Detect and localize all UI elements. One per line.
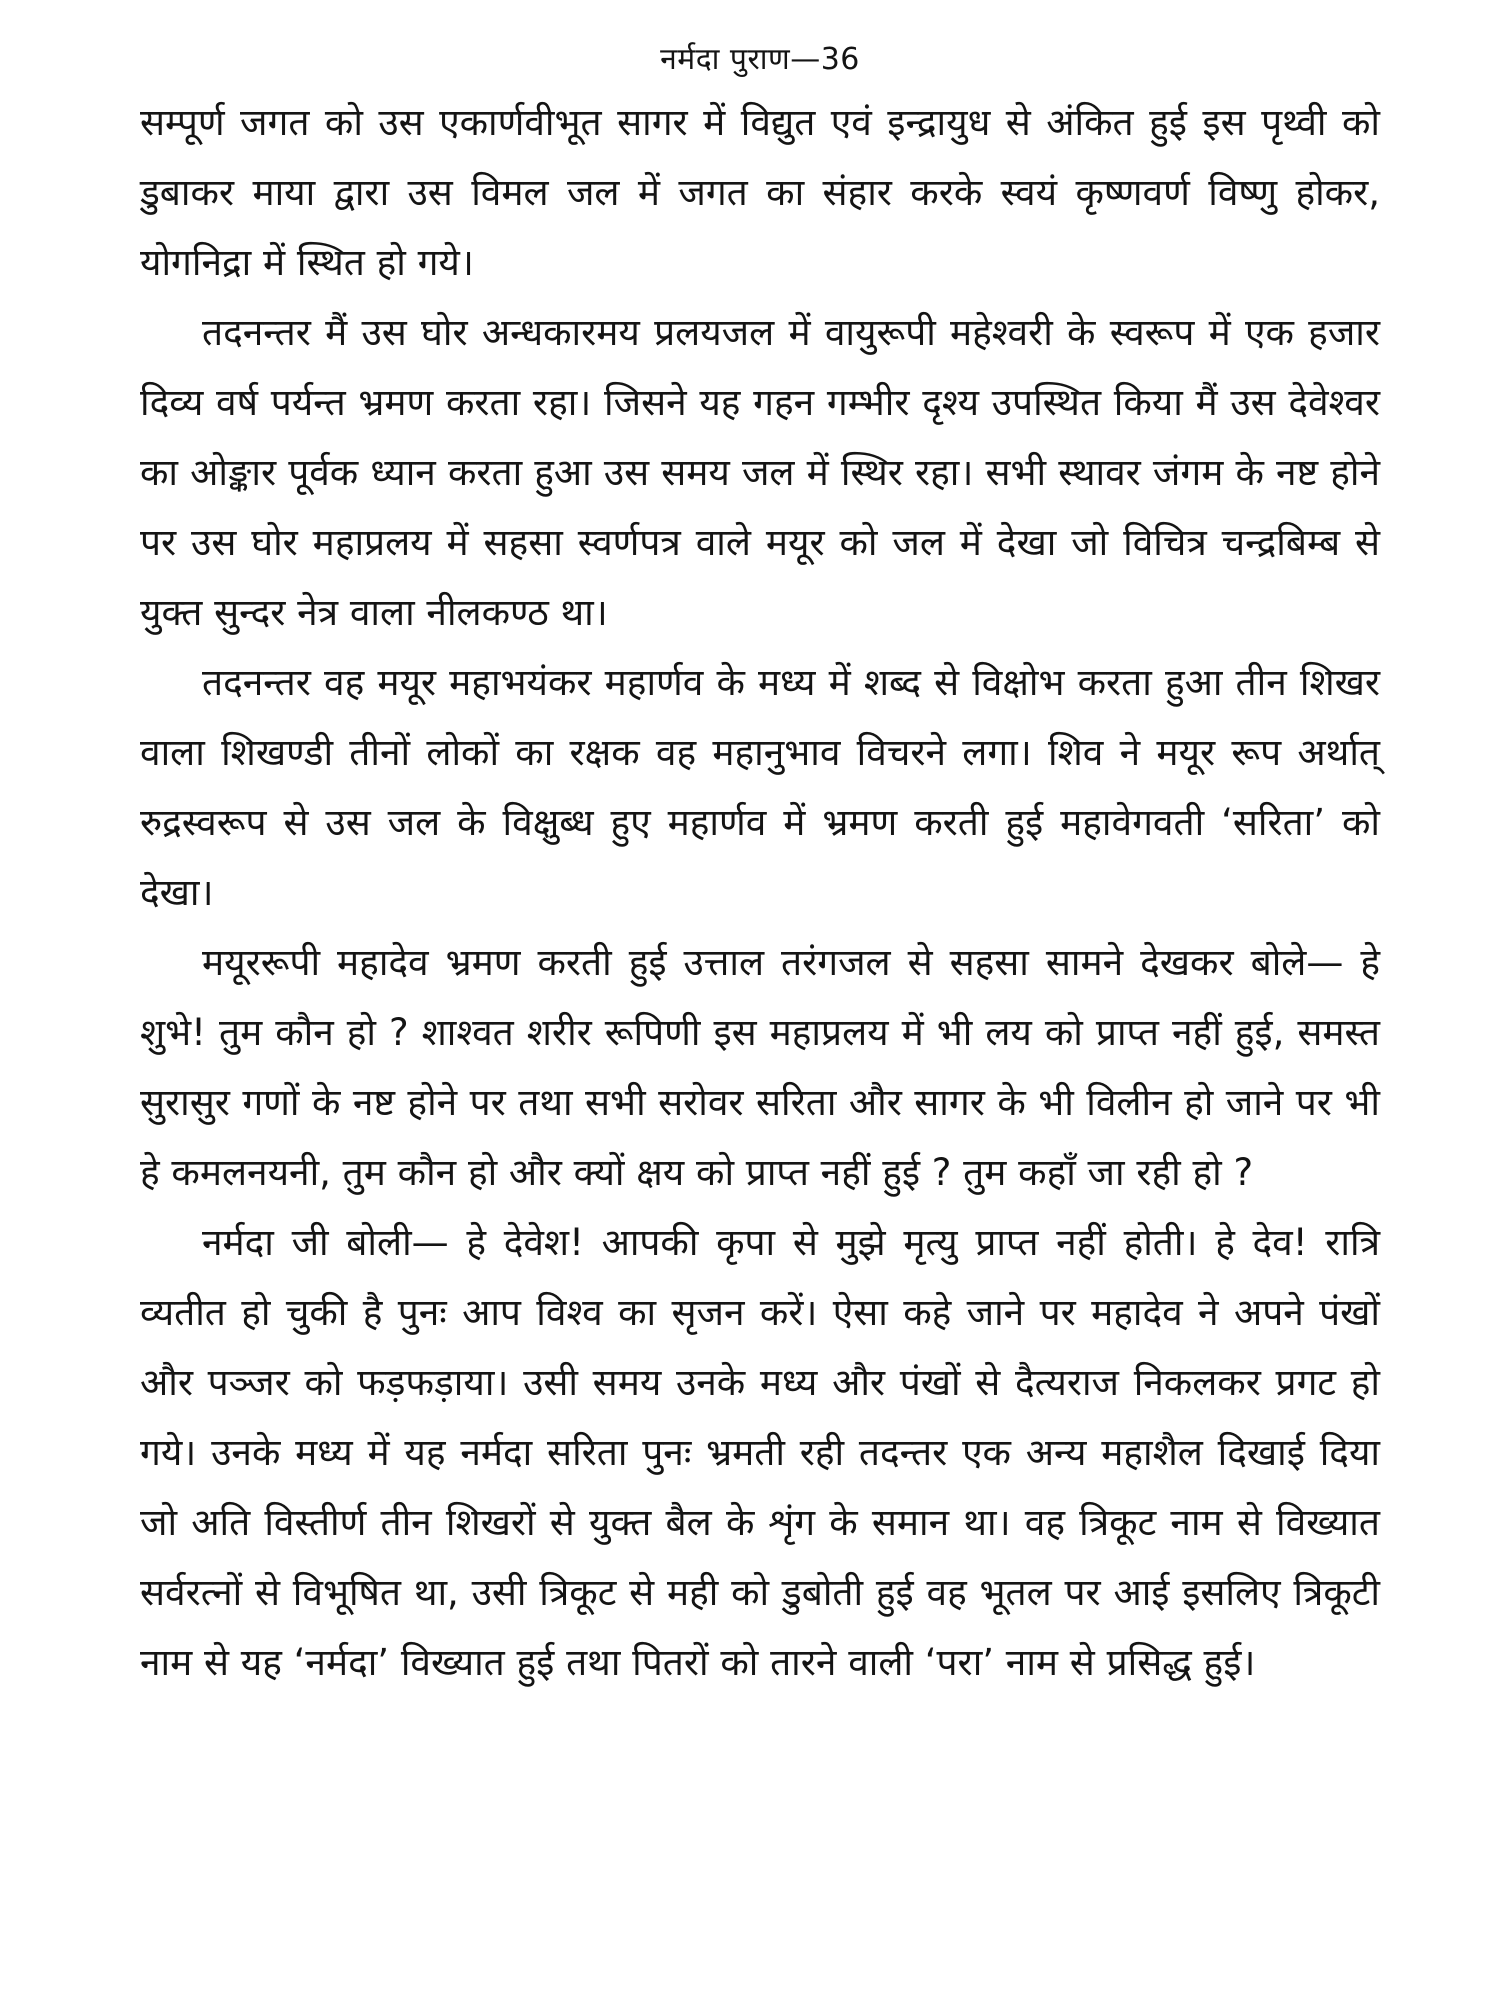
paragraph-1: सम्पूर्ण जगत को उस एकार्णवीभूत सागर में विद्युत एवं इन्द्रायुध से अंकित हुई इस पृथ्वी को डुबाकर माया द्वारा उस विमल जल में जगत का संहार करके स्वयं कृष्णवर्ण विष्णु होकर, योगनिद्रा में स्थित हो गये। <box>140 101 1380 284</box>
book-page <box>140 40 1380 1980</box>
running-head: नर्मदा पुराण—36 <box>660 42 860 77</box>
paragraph-2: तदनन्तर मैं उस घोर अन्धकारमय प्रलयजल में वायुरूपी महेश्वरी के स्वरूप में एक हजार दिव्य वर्ष पर्यन्त भ्रमण करता रहा। जिसने यह गहन गम्भीर दृश्य उपस्थित किया मैं उस देवेश्वर का ओङ्कार पूर्वक ध्यान करता हुआ उस समय जल में स्थिर रहा। सभी स्थावर जंगम के नष्ट होने पर उस घोर महाप्रलय में सहसा स्वर्णपत्र वाले मयूर को जल में देखा जो विचित्र चन्द्रबिम्ब से युक्त सुन्दर नेत्र वाला नीलकण्ठ था। <box>140 311 1380 634</box>
paragraph-4: मयूररूपी महादेव भ्रमण करती हुई उत्ताल तरंगजल से सहसा सामने देखकर बोले— हे शुभे! तुम कौन हो ? शाश्वत शरीर रूपिणी इस महाप्रलय में भी लय को प्राप्त नहीं हुई, समस्त सुरासुर गणों के नष्ट होने पर तथा सभी सरोवर सरिता और सागर के भी विलीन हो जाने पर भी हे कमलनयनी, तुम कौन हो और क्यों क्षय को प्राप्त नहीं हुई ? तुम कहाँ जा रही हो ? <box>140 941 1380 1194</box>
paragraph-5: नर्मदा जी बोली— हे देवेश! आपकी कृपा से मुझे मृत्यु प्राप्त नहीं होती। हे देव! रात्रि व्यतीत हो चुकी है पुनः आप विश्व का सृजन करें। ऐसा कहे जाने पर महादेव ने अपने पंखों और पञ्जर को फड़फड़ाया। उसी समय उनके मध्य और पंखों से दैत्यराज निकलकर प्रगट हो गये। उनके मध्य में यह नर्मदा सरिता पुनः भ्रमती रही तदन्तर एक अन्य महाशैल दिखाई दिया जो अति विस्तीर्ण तीन शिखरों से युक्त बैल के शृंग के समान था। वह त्रिकूट नाम से विख्यात सर्वरत्नों से विभूषित था, उसी त्रिकूट से मही को डुबोती हुई वह भूतल पर आई इसलिए त्रिकूटी नाम से यह ‘नर्मदा’ विख्यात हुई तथा पितरों को तारने वाली ‘परा’ नाम से प्रसिद्ध हुई। <box>140 1221 1380 1684</box>
paragraph-3: तदनन्तर वह मयूर महाभयंकर महार्णव के मध्य में शब्द से विक्षोभ करता हुआ तीन शिखर वाला शिखण्डी तीनों लोकों का रक्षक वह महानुभाव विचरने लगा। शिव ने मयूर रूप अर्थात् रुद्रस्वरूप से उस जल के विक्षुब्ध हुए महार्णव में भ्रमण करती हुई महावेगवती ‘सरिता’ को देखा। <box>140 661 1380 914</box>
body-text <box>140 88 1380 1698</box>
